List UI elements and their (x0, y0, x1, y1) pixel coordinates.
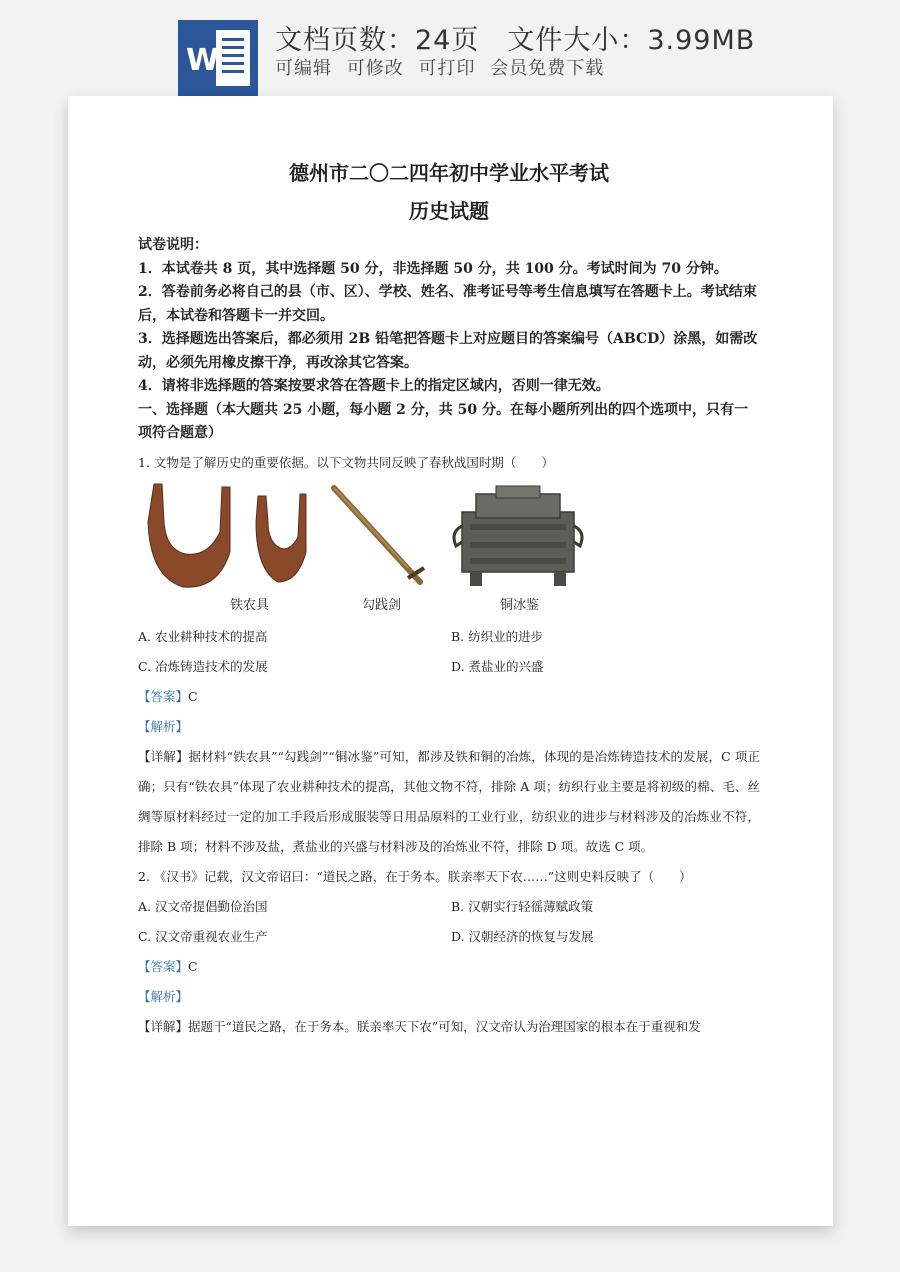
figure-label: 铜冰鉴 (500, 597, 540, 613)
option-d: D. 煮盐业的兴盛 (451, 658, 544, 674)
answer-tag: 【答案】 (138, 958, 189, 974)
figure-label: 铁农具 (230, 597, 270, 613)
question-1-answer (138, 682, 760, 712)
note-item: 3．选择题选出答案后，都必须用 2B 铅笔把答题卡上对应题目的答案编号（ABCD）涂黑，如需改动，必须先用橡皮擦干净，再改涂其它答案。 (138, 331, 758, 371)
notes-heading: 试卷说明： (138, 237, 208, 253)
answer-tag: 【答案】 (138, 688, 189, 704)
option-a: A. 汉文帝提倡勤俭治国 (138, 898, 268, 914)
feature-free-download: 会员免费下载 (490, 58, 605, 79)
goujian-sword-image (334, 488, 424, 582)
option-d: D. 汉朝经济的恢复与发展 (451, 928, 594, 944)
detail-tag: 【详解】 (138, 748, 189, 764)
question-2-stem: 2. 《汉书》记载，汉文帝诏曰：“道民之路，在于务本。朕亲率天下农……”这则史料反映了（ ） (138, 868, 692, 884)
option-c: C. 冶炼铸造技术的发展 (138, 658, 268, 674)
question-2-analysis (138, 982, 760, 1012)
feature-printable: 可打印 (418, 58, 476, 79)
option-c: C. 汉文帝重视农业生产 (138, 928, 268, 944)
question-2-options-row (138, 892, 760, 922)
answer-value: C (188, 688, 198, 704)
header-banner (0, 0, 900, 96)
question-1-options-row (138, 652, 760, 682)
question-2-options-row (138, 922, 760, 952)
page-count: 文档页数：24页 (275, 25, 480, 56)
option-b: B. 汉朝实行轻徭薄赋政策 (451, 898, 594, 914)
file-size: 文件大小：3.99MB (507, 25, 756, 56)
page-title: 德州市二〇二四年初中学业水平考试 (289, 161, 609, 185)
question-1-stem: 1. 文物是了解历史的重要依据。以下文物共同反映了春秋战国时期（ ） (138, 454, 554, 470)
page-subtitle: 历史试题 (409, 199, 489, 223)
answer-value: C (188, 958, 198, 974)
note-item: 2．答卷前务必将自己的县（市、区）、学校、姓名、准考证号等考生信息填写在答题卡上。考试结束后，本试卷和答题卡一并交回。 (138, 284, 757, 324)
iron-tool-large-image (148, 484, 230, 587)
bronze-ice-box-image (448, 482, 588, 592)
analysis-tag: 【解析】 (138, 988, 189, 1004)
banner-features (275, 54, 612, 80)
svg-text:W: W (186, 43, 220, 78)
document-page (68, 96, 833, 1226)
feature-editable: 可编辑 (275, 58, 332, 79)
exam-notes (138, 234, 760, 446)
option-b: B. 纺织业的进步 (451, 628, 544, 644)
note-item: 1．本试卷共 8 页，其中选择题 50 分，非选择题 50 分，共 100 分。考试时间为 70 分钟。 (138, 260, 728, 277)
banner-file-info (275, 18, 755, 57)
detail-text: 据题干“道民之路，在于务本。朕亲率天下农”可知，汉文帝认为治理国家的根本在于重视和发 (188, 1018, 701, 1034)
artifact-images (138, 482, 438, 592)
word-document-icon (178, 20, 258, 96)
analysis-tag: 【解析】 (138, 718, 189, 734)
note-item: 4．请将非选择题的答案按要求答在答题卡上的指定区域内，否则一律无效。 (138, 378, 610, 394)
iron-tool-small-image (256, 494, 306, 582)
question-2-answer (138, 952, 760, 982)
option-a: A. 农业耕种技术的提高 (138, 628, 268, 644)
question-2-detail (138, 1012, 760, 1042)
question-1-figures (138, 482, 760, 622)
question-1-options-row (138, 622, 760, 652)
section-heading: 一、选择题（本大题共 25 小题，每小题 2 分，共 50 分。在每小题所列出的四个选项中，只有一项符合题意） (138, 401, 748, 441)
figure-label: 勾践剑 (362, 597, 402, 613)
feature-modifiable: 可修改 (346, 58, 404, 79)
question-1-detail (138, 742, 760, 862)
detail-text: 据材料“铁农具”“勾践剑”“铜冰鉴”可知，都涉及铁和铜的冶炼，体现的是冶炼铸造技术的发展，C 项正确；只有“铁农具”体现了农业耕种技术的提高，其他文物不符，排除 A 项；纺织行业主要是将初级的棉、毛、丝绸等原材料经过一定的加工手段后形成服装等日用品原料的工业行业，纺织业的进步与材料涉及的冶炼业不符，排除 B 项；材料不涉及盐，煮盐业的兴盛与材料涉及的冶炼业不符，排除 D 项。故选 C 项。 (138, 748, 760, 854)
question-1-analysis (138, 712, 760, 742)
detail-tag: 【详解】 (138, 1018, 189, 1034)
page-content (138, 156, 760, 1042)
